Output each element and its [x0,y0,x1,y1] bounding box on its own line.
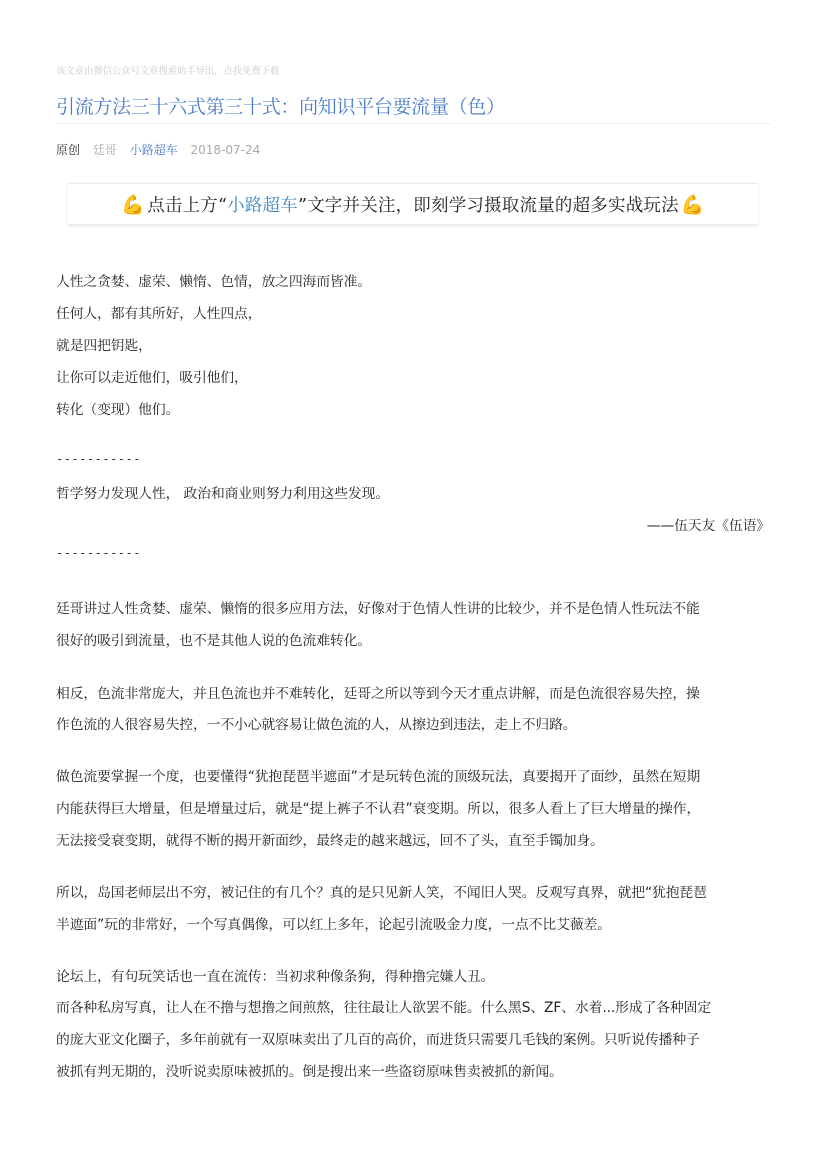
intro-line: 让你可以走近他们，吸引他们， [56,370,248,386]
export-notice-link[interactable]: 该文章由微信公众号文章搜索助手导出，点我免费下载 [56,66,280,77]
paragraph-line: 内能获得巨大增量，但是增量过后，就是“提上裤子不认君”衰变期。所以，很多人看上了巨大增量的操作， [56,801,701,817]
paragraph-line: 廷哥讲过人性贪婪、虚荣、懒惰的很多应用方法，好像对于色情人性讲的比较少，并不是色情人性玩法不能 [56,601,700,617]
paragraph-line: 无法接受衰变期，就得不断的揭开新面纱，最终走的越来越远，回不了头，直至手镯加身。 [56,833,604,849]
separator-line: ----------- [56,452,141,466]
paragraph-line: 相反，色流非常庞大，并且色流也并不难转化，廷哥之所以等到今天才重点讲解，而是色流很容易失控，操 [56,686,700,702]
paragraph-line: 很好的吸引到流量，也不是其他人说的色流难转化。 [56,633,372,649]
original-tag: 原创 [56,143,81,157]
flexed-biceps-icon: 💪 [680,193,705,216]
paragraph-line: 而各种私房写真，让人在不撸与想撸之间煎熬，往往最让人欲罢不能。什么黑S、ZF、水着...形成了各种固定 [56,1000,712,1016]
publish-date: 2018-07-24 [190,143,261,157]
paragraph-line: 论坛上，有句玩笑话也一直在流传：当初求种像条狗，得种撸完嫌人丑。 [56,969,495,985]
intro-line: 任何人，都有其所好，人性四点， [56,306,262,322]
author-name: 廷哥 [92,143,117,157]
intro-line: 人性之贪婪、虚荣、懒惰、色情，放之四海而皆准。 [56,274,372,290]
follow-banner [68,183,758,225]
separator-line: ----------- [56,546,141,560]
title-divider [56,123,770,124]
banner-prefix: 点击上方“ [147,195,228,216]
paragraph-line: 所以，岛国老师层出不穷，被记住的有几个？真的是只见新人笑，不闻旧人哭。反观写真界，就把“犹抱琵琶 [56,885,707,901]
paragraph-line: 半遮面”玩的非常好，一个写真偶像，可以红上多年，论起引流吸金力度，一点不比艾薇差。 [56,917,611,933]
intro-line: 转化（变现）他们。 [56,402,180,418]
intro-line: 就是四把钥匙， [56,338,152,354]
flexed-biceps-icon: 💪 [121,193,146,216]
article-meta [56,141,269,158]
paragraph-line: 被抓有判无期的，没听说卖原味被抓的。倒是搜出来一些盗窃原味售卖被抓的新闻。 [56,1064,563,1080]
banner-account-link[interactable]: 小路超车 [227,195,298,216]
quote-source: ——伍天友《伍语》 [646,518,770,534]
account-link[interactable]: 小路超车 [129,143,178,157]
banner-suffix: ”文字并关注，即刻学习摄取流量的超多实战玩法 [297,195,679,216]
article-title: 引流方法三十六式第三十式：向知识平台要流量（色） [56,96,505,118]
paragraph-line: 做色流要掌握一个度，也要懂得“犹抱琵琶半遮面”才是玩转色流的顶级玩法，真要揭开了面纱，虽然在短期 [56,769,701,785]
quote-text: 哲学努力发现人性， 政治和商业则努力利用这些发现。 [56,486,390,502]
paragraph-line: 作色流的人很容易失控，一不小心就容易让做色流的人，从擦边到违法，走上不归路。 [56,717,577,733]
paragraph-line: 的庞大亚文化圈子，多年前就有一双原味卖出了几百的高价，而进货只需要几毛钱的案例。只听说传播种子 [56,1032,700,1048]
